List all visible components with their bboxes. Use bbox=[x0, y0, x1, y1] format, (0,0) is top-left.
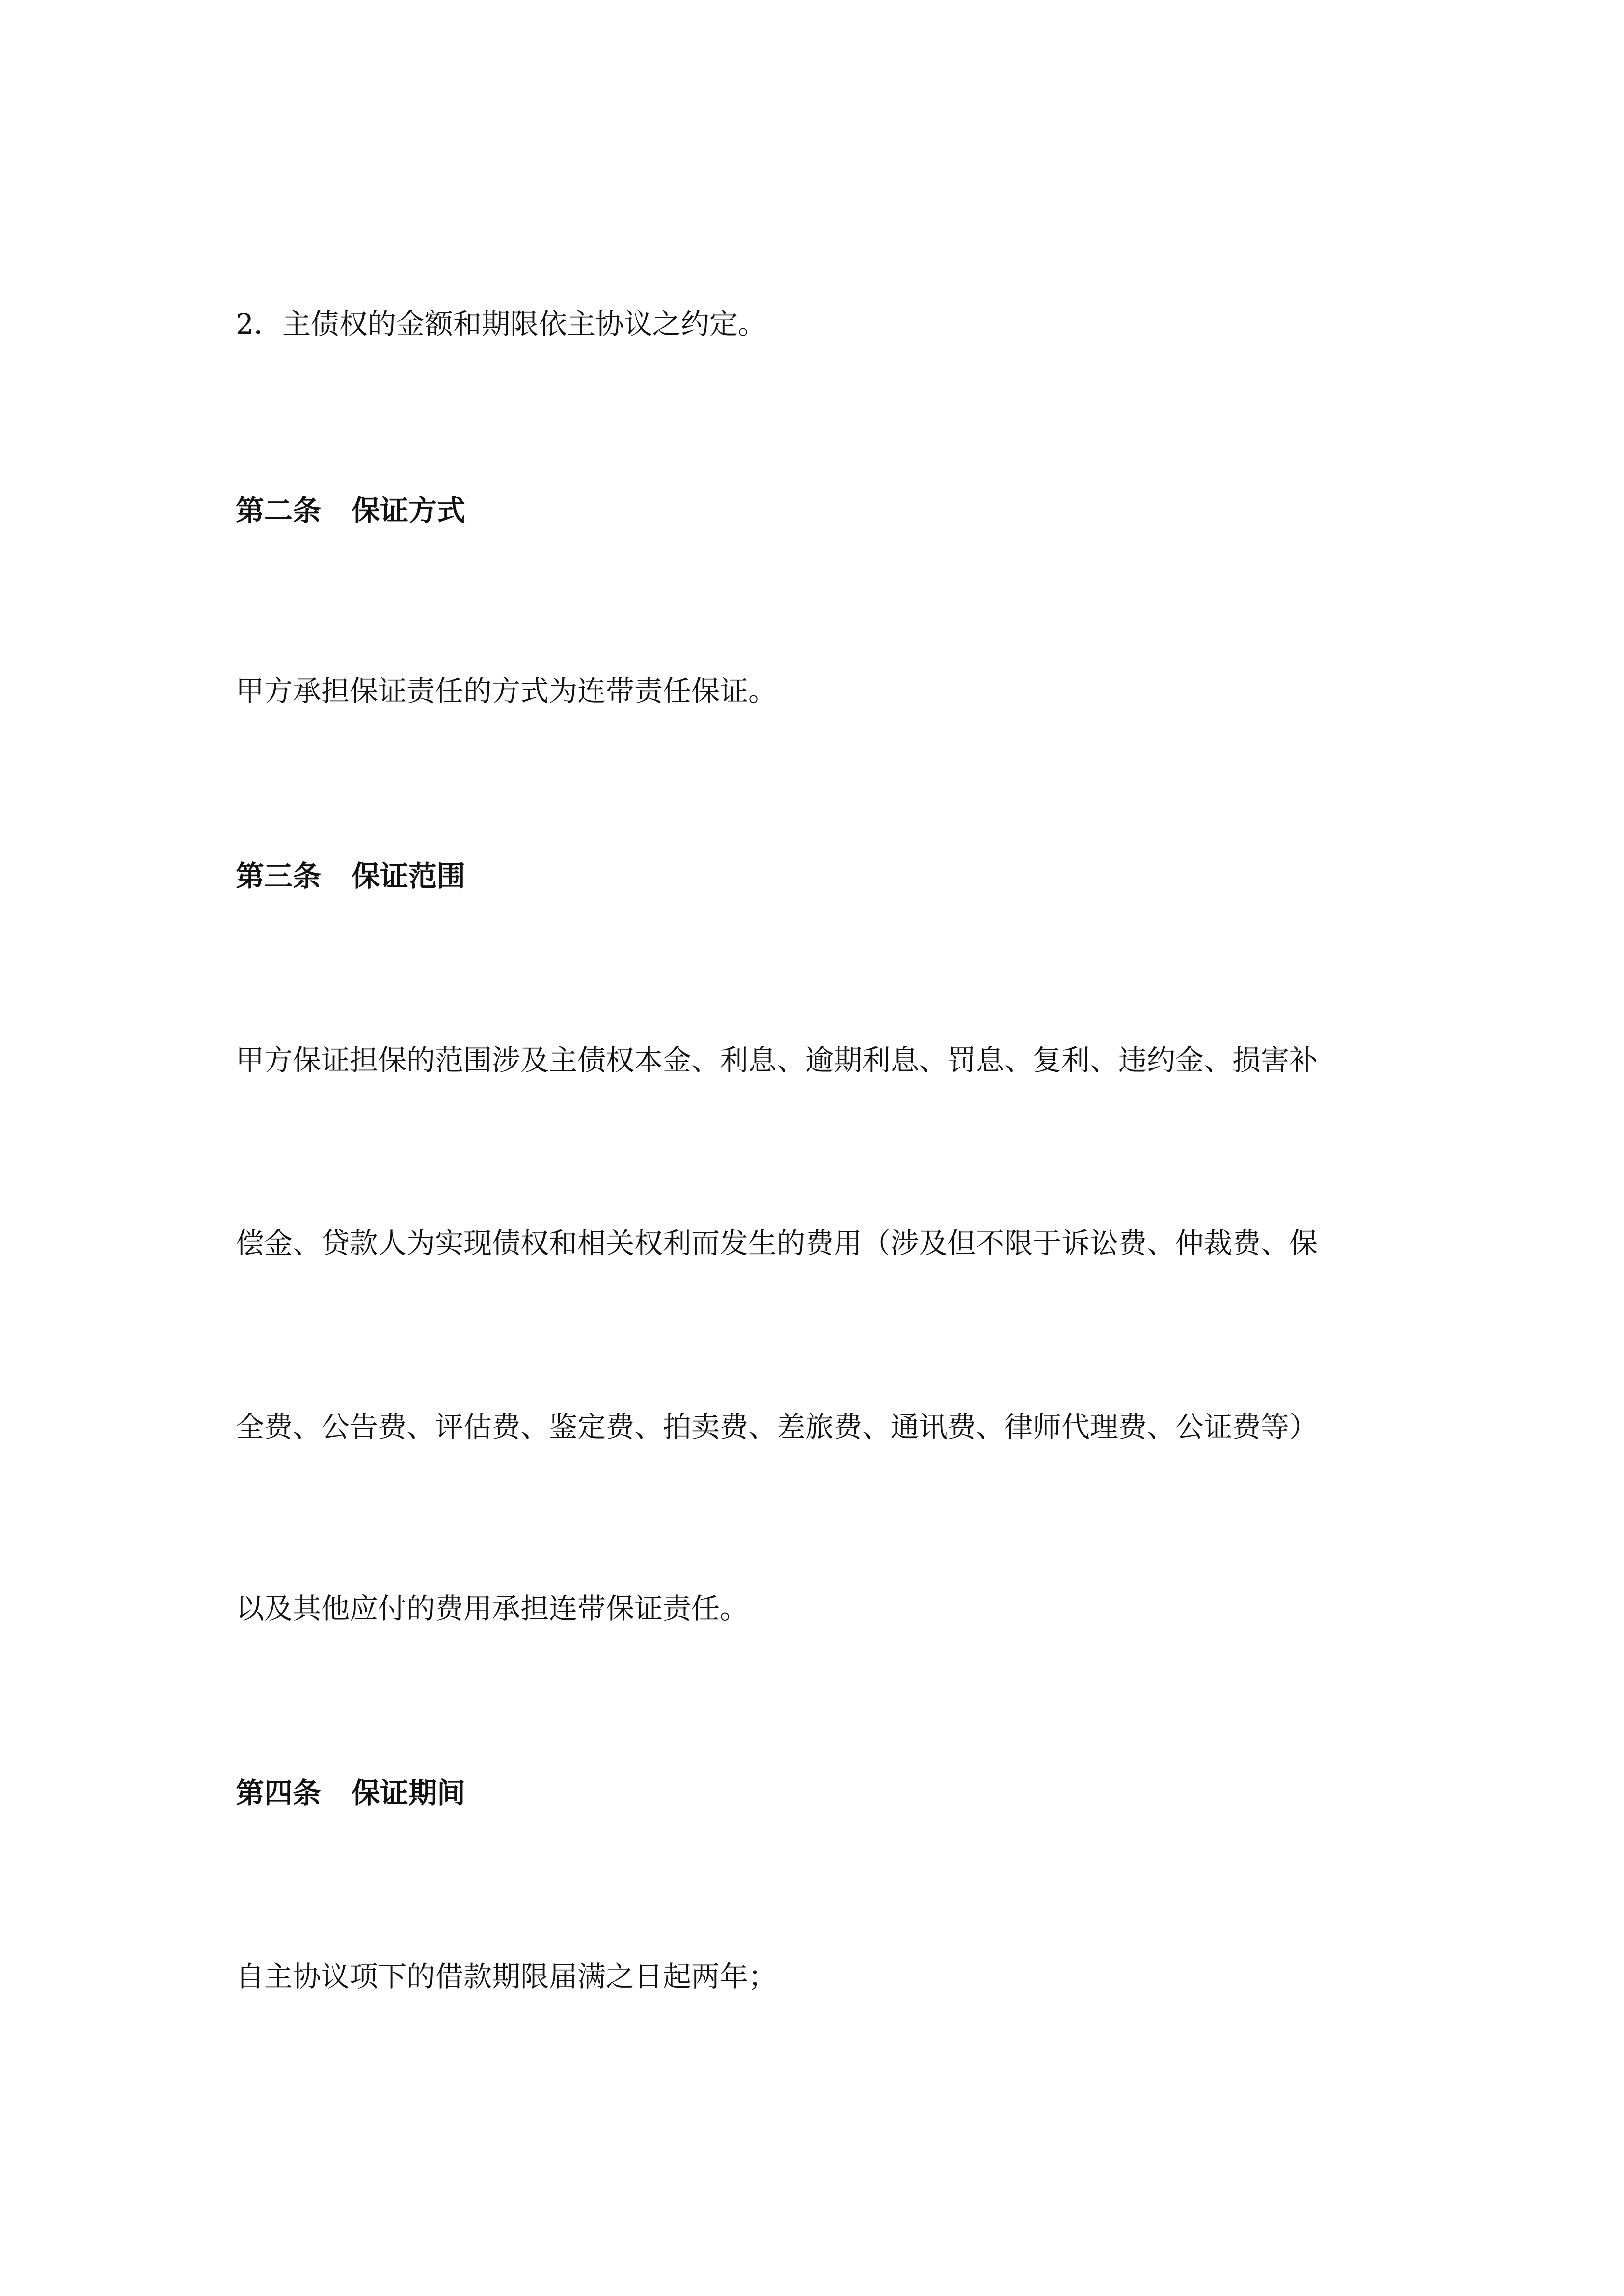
article-3-text-line-4: 以及其他应付的费用承担连带保证责任。 bbox=[236, 1592, 749, 1625]
article-3-number: 第三条 bbox=[236, 859, 322, 893]
article-2-text: 甲方承担保证责任的方式为连带责任保证。 bbox=[236, 674, 777, 708]
clause-1-item-2: 2．主债权的金额和期限依主协议之约定。 bbox=[236, 307, 766, 341]
article-4-number: 第四条 bbox=[236, 1776, 322, 1810]
article-4-heading bbox=[236, 1771, 1414, 1815]
article-3-text-line-2: 偿金、贷款人为实现债权和相关权利而发生的费用（涉及但不限于诉讼费、仲裁费、保 bbox=[236, 1227, 1318, 1260]
article-2-number: 第二条 bbox=[236, 494, 322, 527]
article-3-title: 保证范围 bbox=[352, 859, 466, 893]
article-2-title: 保证方式 bbox=[352, 494, 466, 527]
article-2-heading bbox=[236, 488, 1414, 533]
article-4-title: 保证期间 bbox=[352, 1776, 466, 1810]
article-4-text: 自主协议项下的借款期限届满之日起两年； bbox=[236, 1960, 777, 1993]
article-3-text-line-3: 全费、公告费、评估费、鉴定费、拍卖费、差旅费、通讯费、律师代理费、公证费等） bbox=[236, 1410, 1318, 1443]
article-3-text-line-1: 甲方保证担保的范围涉及主债权本金、利息、逾期利息、罚息、复利、违约金、损害补 bbox=[236, 1043, 1318, 1077]
article-3-heading bbox=[236, 854, 1414, 898]
